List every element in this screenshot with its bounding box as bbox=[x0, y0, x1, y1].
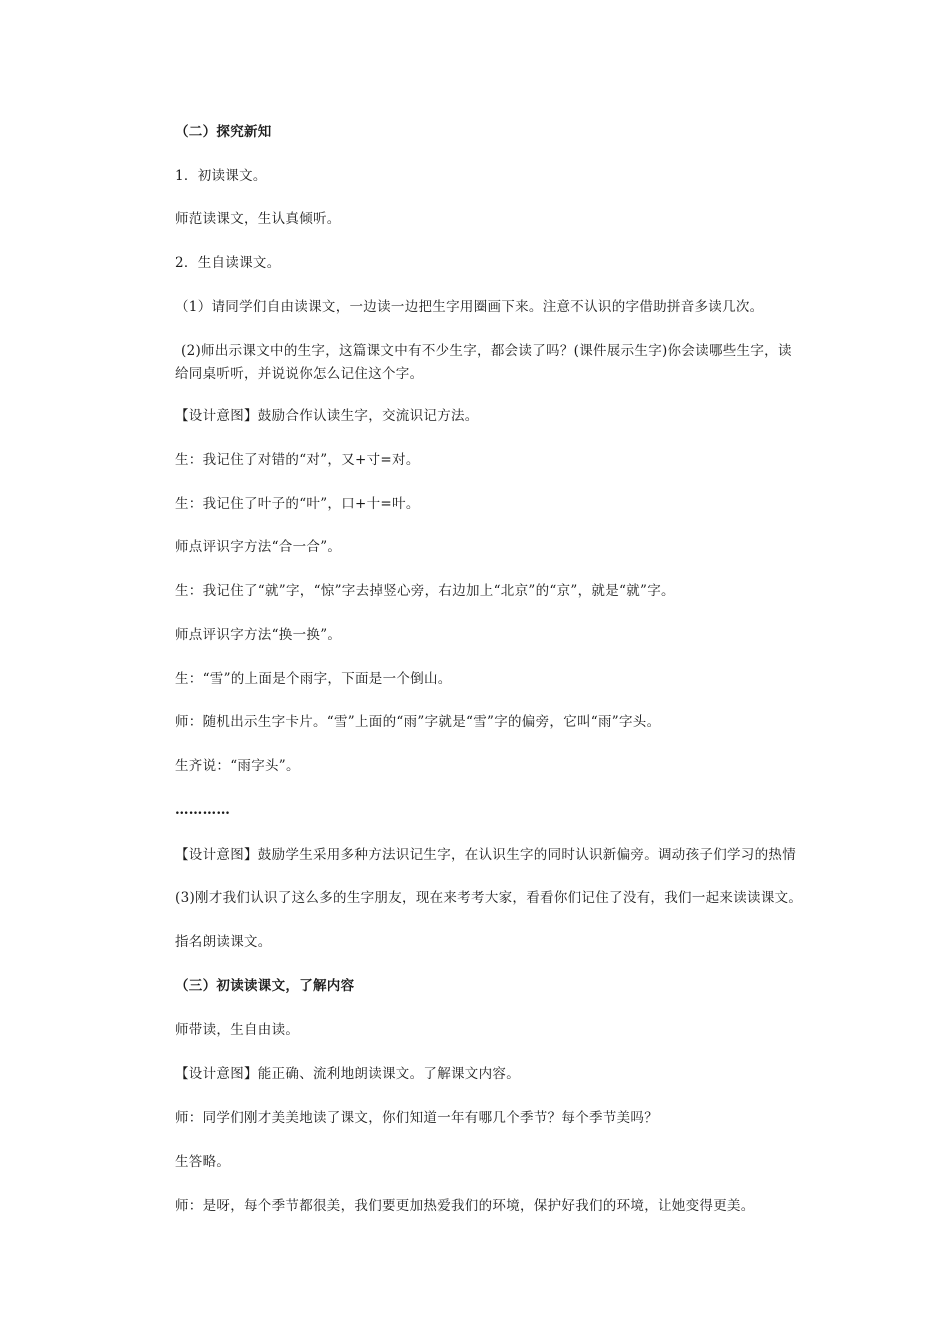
student-answer-xue: 生：“雪”的上面是个雨字，下面是一个倒山。 bbox=[175, 671, 452, 687]
student-answer-jiu: 生：我记住了“就”字，“惊”字去掉竖心旁，右边加上“北京”的“京”，就是“就”字。 bbox=[175, 583, 675, 599]
section-heading-explore: （二）探究新知 bbox=[175, 124, 272, 140]
paragraph-read-aloud: 指名朗读课文。 bbox=[175, 934, 272, 950]
ellipsis-line: ………… bbox=[175, 802, 231, 818]
students-together: 生齐说：“雨字头”。 bbox=[175, 758, 300, 774]
step-first-reading: 1．初读课文。 bbox=[175, 168, 267, 184]
paragraph-instruction-1: （1）请同学们自由读课文，一边读一边把生字用圈画下来。注意不认识的字借助拼音多读几次。 bbox=[175, 299, 764, 315]
student-answer-dui: 生：我记住了对错的“对”，又+寸=对。 bbox=[175, 452, 420, 468]
design-intent-2: 【设计意图】鼓励学生采用多种方法识记生字，在认识生字的同时认识新偏旁。调动孩子们学习的热情 bbox=[175, 847, 796, 863]
teacher-comment-swap: 师点评识字方法“换一换”。 bbox=[175, 627, 342, 643]
teacher-question-seasons: 师：同学们刚才美美地读了课文，你们知道一年有哪几个季节？每个季节美吗？ bbox=[175, 1110, 658, 1126]
student-answer-omitted: 生答略。 bbox=[175, 1154, 231, 1170]
section-heading-reading: （三）初读读课文，了解内容 bbox=[175, 978, 355, 994]
student-answer-ye: 生：我记住了叶子的“叶”，口+十=叶。 bbox=[175, 496, 420, 512]
paragraph-teacher-lead: 师带读，生自由读。 bbox=[175, 1022, 300, 1038]
design-intent-1: 【设计意图】鼓励合作认读生字，交流识记方法。 bbox=[175, 408, 479, 424]
paragraph-teacher-model-reading: 师范读课文，生认真倾听。 bbox=[175, 211, 341, 227]
teacher-flashcard: 师：随机出示生字卡片。“雪”上面的“雨”字就是“雪”字的偏旁，它叫“雨”字头。 bbox=[175, 714, 661, 730]
design-intent-3: 【设计意图】能正确、流利地朗读课文。了解课文内容。 bbox=[175, 1066, 520, 1082]
step-self-reading: 2．生自读课文。 bbox=[175, 255, 281, 271]
paragraph-instruction-2-line2: 给同桌听听，并说说你怎么记住这个字。 bbox=[175, 366, 424, 382]
teacher-conclusion: 师：是呀，每个季节都很美，我们要更加热爱我们的环境，保护好我们的环境，让她变得更美。 bbox=[175, 1198, 755, 1214]
paragraph-instruction-2-line1: (2)师出示课文中的生字，这篇课文中有不少生字，都会读了吗？(课件展示生字)你会读哪些生字，读 bbox=[181, 343, 792, 359]
teacher-comment-combine: 师点评识字方法“合一合”。 bbox=[175, 539, 342, 555]
paragraph-instruction-3: (3)刚才我们认识了这么多的生字朋友，现在来考考大家，看看你们记住了没有，我们一起来读读课文。 bbox=[175, 890, 803, 906]
